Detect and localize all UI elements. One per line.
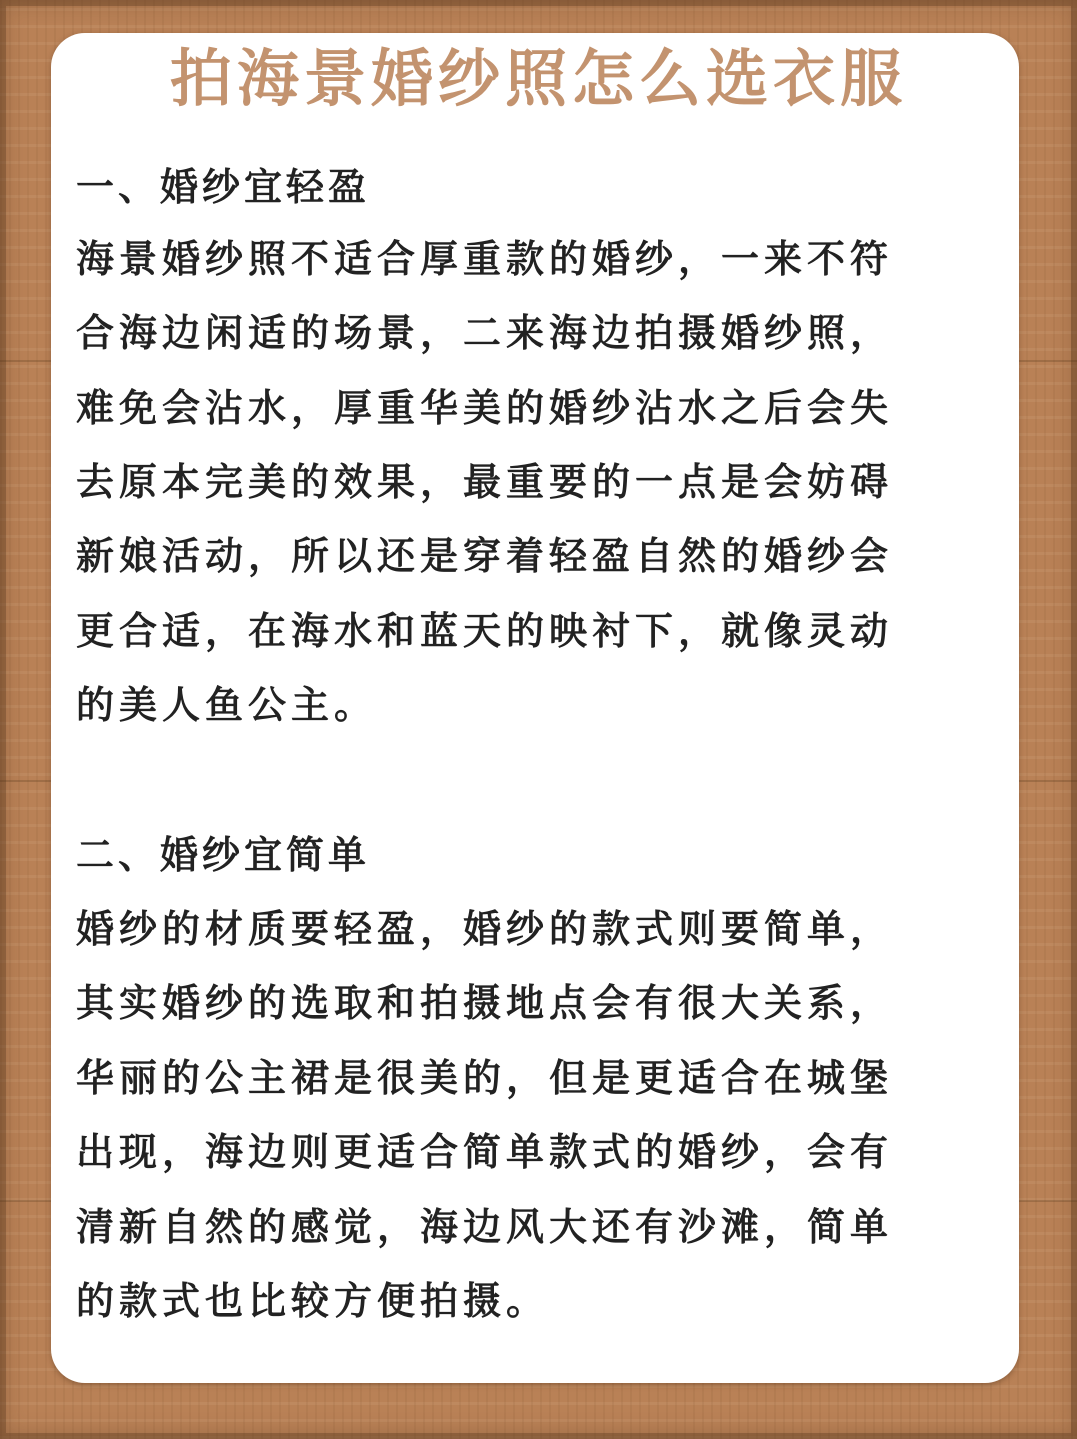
section-heading-2: 二、婚纱宜简单: [76, 833, 371, 877]
page-title: 拍海景婚纱照怎么选衣服: [169, 42, 907, 115]
section-1-line: 海景婚纱照不适合厚重款的婚纱，一来不符: [76, 237, 894, 281]
section-2-line: 华丽的公主裙是很美的，但是更适合在城堡: [76, 1056, 894, 1100]
section-1-line: 更合适，在海水和蓝天的映衬下，就像灵动: [76, 609, 894, 653]
section-1-line: 合海边闲适的场景，二来海边拍摄婚纱照，: [76, 311, 894, 355]
section-2-line: 出现，海边则更适合简单款式的婚纱，会有: [76, 1130, 894, 1174]
section-1-line: 去原本完美的效果，最重要的一点是会妨碍: [76, 460, 894, 504]
section-heading-1: 一、婚纱宜轻盈: [76, 165, 371, 209]
section-1-line: 的美人鱼公主。: [76, 683, 378, 727]
section-1-line: 新娘活动，所以还是穿着轻盈自然的婚纱会: [76, 534, 894, 578]
section-2-line: 婚纱的材质要轻盈，婚纱的款式则要简单，: [76, 907, 894, 951]
section-2-line: 其实婚纱的选取和拍摄地点会有很大关系，: [76, 981, 894, 1025]
section-2-line: 的款式也比较方便拍摄。: [76, 1279, 550, 1323]
section-2-line: 清新自然的感觉，海边风大还有沙滩，简单: [76, 1205, 894, 1249]
section-1-line: 难免会沾水，厚重华美的婚纱沾水之后会失: [76, 386, 894, 430]
